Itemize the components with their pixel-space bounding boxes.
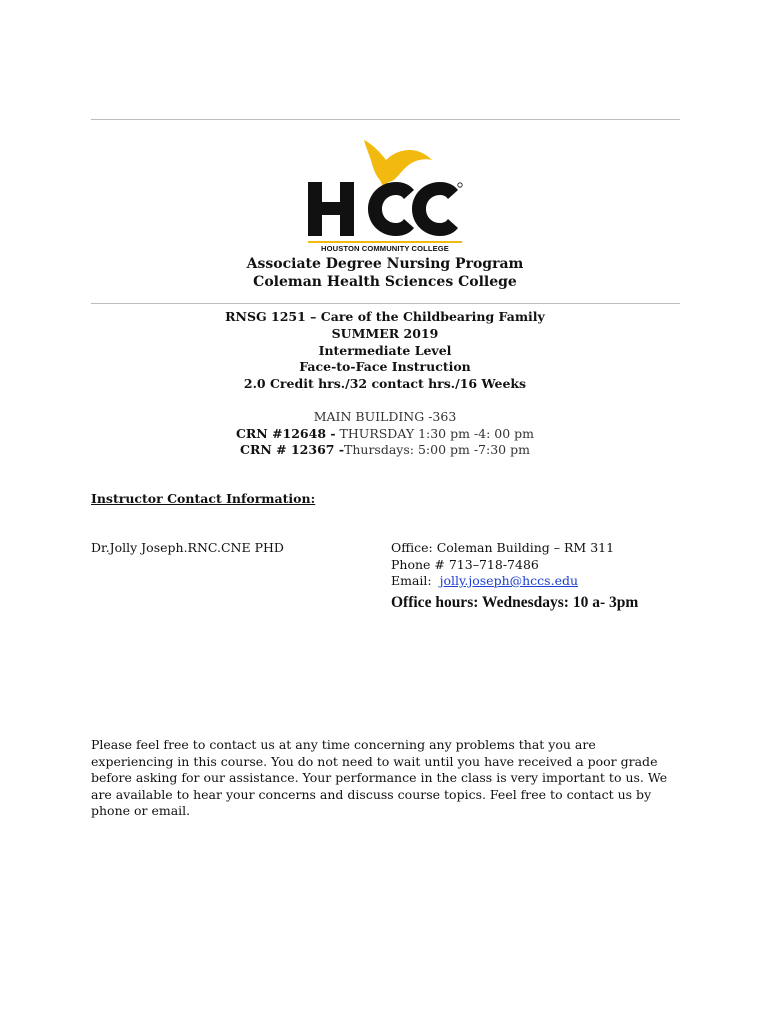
course-mode: Face-to-Face Instruction <box>299 359 471 374</box>
email-link[interactable]: jolly.joseph@hccs.edu <box>439 573 579 588</box>
building <box>0 408 770 425</box>
crn-line-1 <box>0 425 770 442</box>
contact-heading: Instructor Contact Information: <box>91 491 316 506</box>
office-email-row <box>391 573 614 590</box>
header-divider <box>91 303 680 304</box>
hcc-letters <box>308 182 462 236</box>
crn-2-label: CRN # 12367 - <box>240 442 345 457</box>
crn-1-label: CRN #12648 - <box>235 426 336 441</box>
crn-1-time: THURSDAY 1:30 pm -4: 00 pm <box>335 426 535 441</box>
hcc-logo <box>300 138 470 256</box>
course-credits: 2.0 Credit hrs./32 contact hrs./16 Weeks <box>243 376 527 391</box>
hcc-logo-graphic <box>300 138 470 256</box>
course-level: Intermediate Level <box>318 343 452 358</box>
office-info <box>391 540 614 590</box>
office-phone: Phone # 713–718-7486 <box>391 556 539 572</box>
office-location: Office: Coleman Building – RM 311 <box>391 540 615 555</box>
contact-message: Please feel free to contact us at any time concerning any problems that you are experiencing in this course. You do not need to wait until you have received a poor grade before asking for our assistance. Your performance in the class is very important to us. We are available to hear your concerns and discuss course topics. Feel free to contact us by phone or email. <box>91 737 668 818</box>
logo-tagline: HOUSTON COMMUNITY COLLEGE <box>321 244 449 253</box>
email-label: Email: <box>391 573 440 588</box>
instructor-name: Dr.Jolly Joseph.RNC.CNE PHD <box>91 540 284 555</box>
program-title: Associate Degree Nursing Program <box>246 256 524 272</box>
college-title: Coleman Health Sciences College <box>253 274 517 290</box>
crn-2-time: Thursdays: 5:00 pm -7:30 pm <box>344 442 530 457</box>
top-divider <box>91 119 680 120</box>
course-term: SUMMER 2019 <box>331 326 439 341</box>
crn-line-2 <box>0 441 770 458</box>
building-text: MAIN BUILDING -363 <box>313 409 457 424</box>
office-hours: Office hours: Wednesdays: 10 a- 3pm <box>391 594 639 611</box>
course-title: RNSG 1251 – Care of the Childbearing Family <box>225 309 545 324</box>
